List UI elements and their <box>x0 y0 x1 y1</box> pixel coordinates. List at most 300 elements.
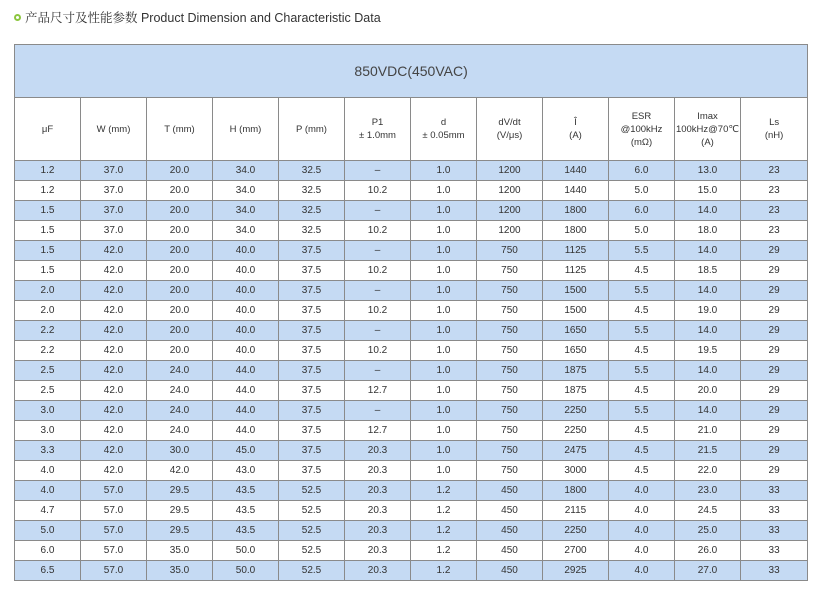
table-cell: 37.5 <box>279 361 345 381</box>
table-row <box>15 381 808 401</box>
table-cell: 34.0 <box>213 181 279 201</box>
table-cell: 37.5 <box>279 281 345 301</box>
column-header-line: Î <box>574 117 577 128</box>
table-cell: 42.0 <box>81 441 147 461</box>
table-cell: 43.0 <box>213 461 279 481</box>
table-cell: 1.0 <box>411 421 477 441</box>
table-cell: 14.0 <box>675 201 741 221</box>
table-cell: – <box>345 281 411 301</box>
table-cell: 24.5 <box>675 501 741 521</box>
table-cell: 37.0 <box>81 161 147 181</box>
table-cell: 35.0 <box>147 561 213 581</box>
column-header-line: μF <box>41 123 54 135</box>
table-cell: 750 <box>477 241 543 261</box>
table-cell: 2.0 <box>15 301 81 321</box>
table-cell: 2115 <box>543 501 609 521</box>
table-cell: 50.0 <box>213 541 279 561</box>
table-cell: 1440 <box>543 161 609 181</box>
table-cell: 20.3 <box>345 461 411 481</box>
table-cell: 3.3 <box>15 441 81 461</box>
table-cell: 1.0 <box>411 221 477 241</box>
table-cell: 20.3 <box>345 541 411 561</box>
table-cell: 37.5 <box>279 441 345 461</box>
table-row <box>15 441 808 461</box>
table-cell: 1.0 <box>411 201 477 221</box>
table-cell: 57.0 <box>81 561 147 581</box>
table-cell: 40.0 <box>213 321 279 341</box>
column-header-line: Imax <box>697 110 718 122</box>
table-cell: 14.0 <box>675 321 741 341</box>
table-cell: 27.0 <box>675 561 741 581</box>
table-row <box>15 321 808 341</box>
column-header-line: 100kHz@70℃ <box>675 123 740 135</box>
table-cell: 52.5 <box>279 521 345 541</box>
column-header-line: H (mm) <box>229 123 262 135</box>
table-cell: 42.0 <box>81 421 147 441</box>
table-cell: 24.0 <box>147 361 213 381</box>
table-cell: 1.5 <box>15 261 81 281</box>
table-cell: 57.0 <box>81 541 147 561</box>
green-ring-icon <box>14 14 21 21</box>
table-cell: 750 <box>477 361 543 381</box>
table-cell: 33 <box>741 561 808 581</box>
table-cell: 25.0 <box>675 521 741 541</box>
table-cell: 14.0 <box>675 401 741 421</box>
table-cell: 15.0 <box>675 181 741 201</box>
table-cell: 5.0 <box>609 221 675 241</box>
table-cell: 29 <box>741 401 808 421</box>
table-cell: 14.0 <box>675 281 741 301</box>
table-cell: 19.5 <box>675 341 741 361</box>
table-cell: 29.5 <box>147 521 213 541</box>
table-cell: 20.3 <box>345 561 411 581</box>
table-row <box>15 521 808 541</box>
table-cell: 19.0 <box>675 301 741 321</box>
table-cell: 750 <box>477 421 543 441</box>
table-cell: 24.0 <box>147 421 213 441</box>
table-cell: 750 <box>477 461 543 481</box>
table-cell: 23 <box>741 161 808 181</box>
column-header-line: P1 <box>371 117 384 128</box>
table-cell: 450 <box>477 541 543 561</box>
column-header <box>81 98 147 161</box>
table-cell: 10.2 <box>345 301 411 321</box>
table-cell: 12.7 <box>345 421 411 441</box>
table-cell: 1.0 <box>411 361 477 381</box>
column-header-line: @100kHz <box>620 123 663 135</box>
table-cell: 4.5 <box>609 261 675 281</box>
table-cell: 40.0 <box>213 301 279 321</box>
table-cell: 20.3 <box>345 441 411 461</box>
table-cell: 29 <box>741 381 808 401</box>
table-cell: 42.0 <box>81 281 147 301</box>
table-title: 850VDC(450VAC) <box>15 45 808 98</box>
table-cell: 1875 <box>543 381 609 401</box>
table-cell: 5.5 <box>609 401 675 421</box>
table-cell: 20.0 <box>147 321 213 341</box>
table-cell: 1875 <box>543 361 609 381</box>
table-cell: 1125 <box>543 261 609 281</box>
section-heading-text: 产品尺寸及性能参数 Product Dimension and Characteristic Data <box>25 11 381 25</box>
table-cell: 1.0 <box>411 181 477 201</box>
table-cell: 20.0 <box>675 381 741 401</box>
table-row <box>15 161 808 181</box>
column-header-line: T (mm) <box>164 123 195 135</box>
table-cell: 33 <box>741 541 808 561</box>
table-cell: 37.5 <box>279 301 345 321</box>
table-cell: 750 <box>477 341 543 361</box>
table-cell: 52.5 <box>279 501 345 521</box>
table-cell: 29 <box>741 461 808 481</box>
table-cell: 1.0 <box>411 161 477 181</box>
column-header <box>741 98 808 161</box>
table-cell: 29 <box>741 301 808 321</box>
table-cell: 4.5 <box>609 441 675 461</box>
table-cell: 24.0 <box>147 401 213 421</box>
table-cell: 57.0 <box>81 501 147 521</box>
table-row <box>15 281 808 301</box>
table-cell: 1.2 <box>411 481 477 501</box>
table-cell: 44.0 <box>213 361 279 381</box>
table-cell: 37.5 <box>279 421 345 441</box>
table-cell: 3.0 <box>15 401 81 421</box>
table-cell: 1200 <box>477 221 543 241</box>
table-cell: 2250 <box>543 421 609 441</box>
column-header <box>675 98 741 161</box>
table-cell: 57.0 <box>81 481 147 501</box>
table-cell: 1.2 <box>15 181 81 201</box>
table-cell: 1.2 <box>411 521 477 541</box>
table-cell: 4.0 <box>609 541 675 561</box>
table-cell: 1.0 <box>411 381 477 401</box>
table-cell: 1.5 <box>15 241 81 261</box>
column-header <box>411 98 477 161</box>
column-header-line: (V/μs) <box>496 130 523 141</box>
table-cell: 1500 <box>543 281 609 301</box>
table-cell: 42.0 <box>81 301 147 321</box>
table-cell: 1650 <box>543 341 609 361</box>
table-cell: 1800 <box>543 481 609 501</box>
table-cell: 18.5 <box>675 261 741 281</box>
column-header-line: (mΩ) <box>630 136 653 148</box>
column-header-line: d <box>440 117 447 128</box>
table-cell: 29 <box>741 281 808 301</box>
table-row <box>15 401 808 421</box>
table-cell: 2925 <box>543 561 609 581</box>
column-header <box>345 98 411 161</box>
table-row <box>15 261 808 281</box>
table-cell: 1500 <box>543 301 609 321</box>
table-cell: 43.5 <box>213 501 279 521</box>
table-cell: 10.2 <box>345 341 411 361</box>
table-cell: 42.0 <box>81 341 147 361</box>
table-cell: 5.5 <box>609 241 675 261</box>
table-cell: 1.0 <box>411 241 477 261</box>
table-cell: 1200 <box>477 201 543 221</box>
table-row <box>15 541 808 561</box>
table-cell: 50.0 <box>213 561 279 581</box>
table-cell: 26.0 <box>675 541 741 561</box>
table-row <box>15 421 808 441</box>
table-cell: 6.0 <box>15 541 81 561</box>
table-cell: 37.5 <box>279 321 345 341</box>
table-cell: 42.0 <box>147 461 213 481</box>
table-cell: 1.0 <box>411 461 477 481</box>
table-cell: 23.0 <box>675 481 741 501</box>
table-cell: 1200 <box>477 161 543 181</box>
column-header <box>279 98 345 161</box>
table-cell: – <box>345 161 411 181</box>
table-cell: 5.0 <box>609 181 675 201</box>
table-cell: 29.5 <box>147 481 213 501</box>
table-cell: 2.0 <box>15 281 81 301</box>
table-cell: 23 <box>741 181 808 201</box>
column-header <box>477 98 543 161</box>
table-cell: – <box>345 321 411 341</box>
table-cell: 20.3 <box>345 481 411 501</box>
table-cell: 20.3 <box>345 501 411 521</box>
table-cell: 24.0 <box>147 381 213 401</box>
table-cell: 20.0 <box>147 281 213 301</box>
table-cell: 2250 <box>543 401 609 421</box>
table-cell: 4.5 <box>609 461 675 481</box>
table-body <box>15 161 808 581</box>
table-cell: 1.0 <box>411 401 477 421</box>
table-row <box>15 341 808 361</box>
table-cell: 4.0 <box>609 521 675 541</box>
section-heading <box>14 8 381 26</box>
table-cell: 1.0 <box>411 441 477 461</box>
table-cell: 21.0 <box>675 421 741 441</box>
column-header-line: (A) <box>701 136 714 148</box>
table-cell: 42.0 <box>81 241 147 261</box>
table-cell: 43.5 <box>213 521 279 541</box>
table-row <box>15 201 808 221</box>
table-cell: 20.0 <box>147 341 213 361</box>
table-cell: 37.5 <box>279 341 345 361</box>
column-header-row <box>15 98 808 161</box>
table-cell: 1.2 <box>15 161 81 181</box>
table-cell: 4.5 <box>609 381 675 401</box>
table-cell: 29 <box>741 321 808 341</box>
table-cell: 14.0 <box>675 241 741 261</box>
table-cell: 3000 <box>543 461 609 481</box>
table-cell: 29.5 <box>147 501 213 521</box>
table-cell: 52.5 <box>279 561 345 581</box>
table-cell: 20.0 <box>147 261 213 281</box>
table-cell: 750 <box>477 321 543 341</box>
table-cell: 42.0 <box>81 361 147 381</box>
table-cell: 52.5 <box>279 541 345 561</box>
table-cell: 35.0 <box>147 541 213 561</box>
table-cell: 2.5 <box>15 381 81 401</box>
table-cell: 4.0 <box>609 501 675 521</box>
table-cell: 20.0 <box>147 241 213 261</box>
table-cell: 1.0 <box>411 341 477 361</box>
table-cell: – <box>345 201 411 221</box>
table-cell: 1.0 <box>411 261 477 281</box>
table-cell: 2.2 <box>15 341 81 361</box>
table-cell: 37.0 <box>81 201 147 221</box>
table-cell: 2.5 <box>15 361 81 381</box>
table-cell: 450 <box>477 561 543 581</box>
table-cell: 42.0 <box>81 461 147 481</box>
table-cell: 4.0 <box>609 481 675 501</box>
table-cell: 32.5 <box>279 221 345 241</box>
column-header-line: ± 0.05mm <box>422 130 465 141</box>
table-cell: 1.2 <box>411 501 477 521</box>
table-cell: 1.0 <box>411 301 477 321</box>
table-cell: 33 <box>741 481 808 501</box>
table-cell: 13.0 <box>675 161 741 181</box>
table-cell: 1650 <box>543 321 609 341</box>
table-cell: 10.2 <box>345 221 411 241</box>
table-cell: 40.0 <box>213 241 279 261</box>
table-cell: 20.0 <box>147 181 213 201</box>
table-cell: 1.2 <box>411 541 477 561</box>
table-row <box>15 181 808 201</box>
table-cell: – <box>345 401 411 421</box>
table-cell: 14.0 <box>675 361 741 381</box>
table-cell: 52.5 <box>279 481 345 501</box>
table-cell: 40.0 <box>213 341 279 361</box>
table-cell: 20.0 <box>147 201 213 221</box>
table-cell: 29 <box>741 241 808 261</box>
table-cell: 29 <box>741 421 808 441</box>
table-cell: 21.5 <box>675 441 741 461</box>
product-spec-table <box>14 44 808 581</box>
table-cell: 40.0 <box>213 281 279 301</box>
table-cell: 37.5 <box>279 401 345 421</box>
column-header-line: P (mm) <box>296 123 327 135</box>
table-cell: 1.5 <box>15 201 81 221</box>
table-cell: 34.0 <box>213 201 279 221</box>
table-cell: 2250 <box>543 521 609 541</box>
table-row <box>15 501 808 521</box>
table-cell: 20.0 <box>147 221 213 241</box>
table-cell: 23 <box>741 221 808 241</box>
table-cell: 34.0 <box>213 161 279 181</box>
table-cell: 5.0 <box>15 521 81 541</box>
table-cell: 750 <box>477 281 543 301</box>
table-row <box>15 481 808 501</box>
table-row <box>15 221 808 241</box>
table-cell: 6.0 <box>609 201 675 221</box>
table-cell: 4.0 <box>15 481 81 501</box>
table-cell: 450 <box>477 501 543 521</box>
column-header <box>15 98 81 161</box>
table-cell: 29 <box>741 441 808 461</box>
table-cell: 23 <box>741 201 808 221</box>
table-cell: 4.5 <box>609 301 675 321</box>
table-cell: 5.5 <box>609 361 675 381</box>
table-cell: 44.0 <box>213 401 279 421</box>
table-cell: 2700 <box>543 541 609 561</box>
column-header <box>543 98 609 161</box>
table-cell: 1.0 <box>411 281 477 301</box>
table-cell: 750 <box>477 301 543 321</box>
table-cell: 750 <box>477 401 543 421</box>
table-cell: 750 <box>477 441 543 461</box>
table-cell: 1800 <box>543 201 609 221</box>
table-cell: 5.5 <box>609 321 675 341</box>
table-cell: 44.0 <box>213 381 279 401</box>
column-header <box>147 98 213 161</box>
table-cell: 32.5 <box>279 181 345 201</box>
table-cell: 20.0 <box>147 161 213 181</box>
table-cell: 32.5 <box>279 201 345 221</box>
table-cell: 1800 <box>543 221 609 241</box>
table-cell: 4.0 <box>609 561 675 581</box>
table-cell: 29 <box>741 361 808 381</box>
table-cell: 33 <box>741 521 808 541</box>
table-cell: 42.0 <box>81 321 147 341</box>
table-cell: 40.0 <box>213 261 279 281</box>
column-header-line: (A) <box>569 130 582 141</box>
table-cell: 44.0 <box>213 421 279 441</box>
column-header-line: (nH) <box>764 130 784 141</box>
table-cell: 6.0 <box>609 161 675 181</box>
table-cell: 18.0 <box>675 221 741 241</box>
table-cell: 450 <box>477 521 543 541</box>
column-header-line: dV/dt <box>498 117 521 128</box>
table-cell: 29 <box>741 341 808 361</box>
table-cell: 37.0 <box>81 221 147 241</box>
table-cell: 32.5 <box>279 161 345 181</box>
table-cell: 20.3 <box>345 521 411 541</box>
table-cell: 37.0 <box>81 181 147 201</box>
column-header-line: W (mm) <box>96 123 131 135</box>
table-cell: 37.5 <box>279 261 345 281</box>
table-cell: 4.5 <box>609 421 675 441</box>
table-cell: 45.0 <box>213 441 279 461</box>
table-cell: 43.5 <box>213 481 279 501</box>
column-header-line: ESR <box>631 110 652 122</box>
table-cell: 2475 <box>543 441 609 461</box>
table-cell: 29 <box>741 261 808 281</box>
column-header <box>609 98 675 161</box>
table-cell: 3.0 <box>15 421 81 441</box>
table-cell: 6.5 <box>15 561 81 581</box>
table-cell: 5.5 <box>609 281 675 301</box>
table-cell: 1200 <box>477 181 543 201</box>
table-cell: 34.0 <box>213 221 279 241</box>
table-cell: 1.5 <box>15 221 81 241</box>
table-cell: 37.5 <box>279 381 345 401</box>
column-header <box>213 98 279 161</box>
table-cell: 57.0 <box>81 521 147 541</box>
table-cell: 20.0 <box>147 301 213 321</box>
table-cell: 37.5 <box>279 461 345 481</box>
table-cell: 1440 <box>543 181 609 201</box>
table-cell: 37.5 <box>279 241 345 261</box>
table-cell: 42.0 <box>81 401 147 421</box>
table-row <box>15 361 808 381</box>
table-cell: 750 <box>477 381 543 401</box>
table-cell: 2.2 <box>15 321 81 341</box>
table-cell: 42.0 <box>81 381 147 401</box>
table-cell: 1.2 <box>411 561 477 581</box>
table-cell: 10.2 <box>345 261 411 281</box>
table-cell: 12.7 <box>345 381 411 401</box>
table-cell: 42.0 <box>81 261 147 281</box>
table-cell: 1.0 <box>411 321 477 341</box>
table-cell: 4.0 <box>15 461 81 481</box>
table-row <box>15 301 808 321</box>
column-header-line: ± 1.0mm <box>359 130 396 141</box>
table-cell: 30.0 <box>147 441 213 461</box>
column-header-line: Ls <box>769 117 780 128</box>
